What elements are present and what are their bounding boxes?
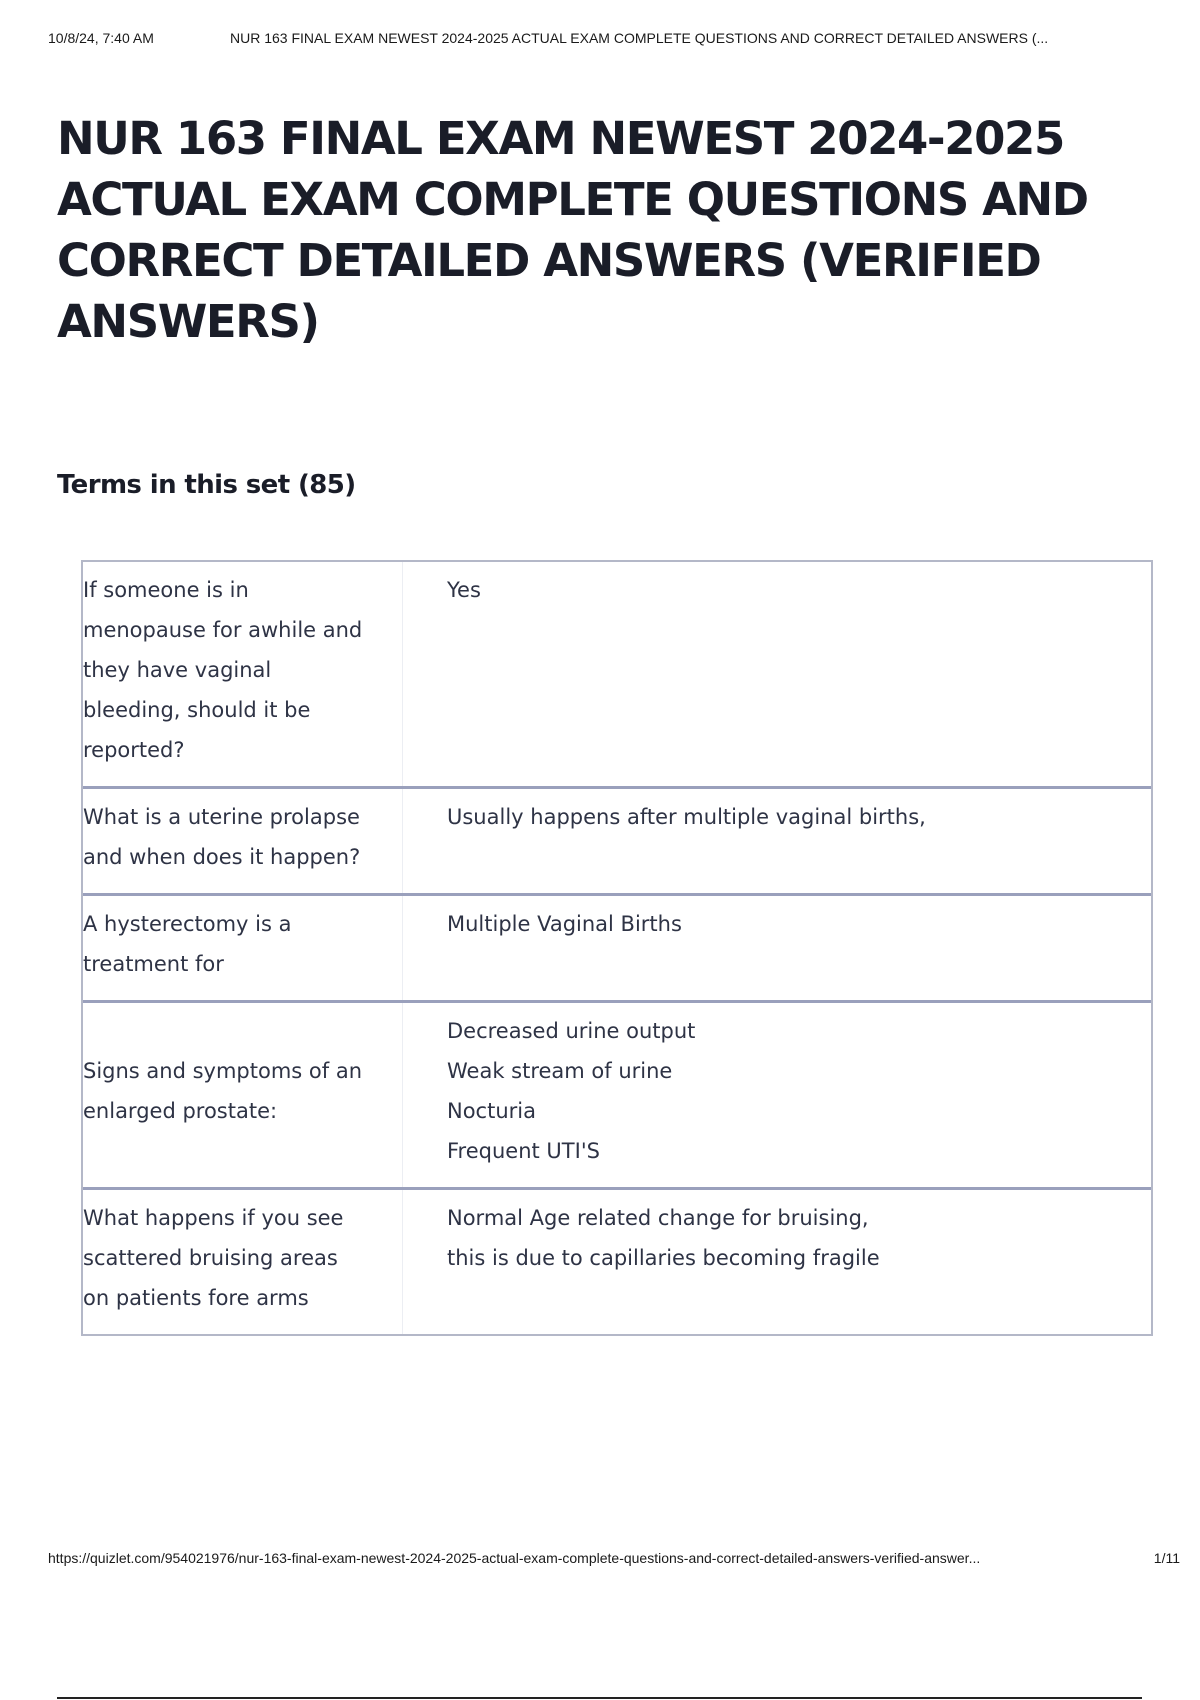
print-footer (48, 1550, 1180, 1570)
print-doc-title: NUR 163 FINAL EXAM NEWEST 2024-2025 ACTUAL EXAM COMPLETE QUESTIONS AND CORRECT DETAILED ANSWERS (... (230, 30, 1049, 46)
divider (57, 1697, 1142, 1699)
term-question: A hysterectomy is a treatment for (83, 896, 403, 1000)
term-question: If someone is in menopause for awhile and they have vaginal bleeding, should it be reported? (83, 562, 403, 786)
source-url[interactable]: https://quizlet.com/954021976/nur-163-final-exam-newest-2024-2025-actual-exam-complete-questions-and-correct-detailed-answers-verified-answer... (48, 1550, 981, 1566)
term-answer: Multiple Vaginal Births (447, 912, 682, 936)
term-answer: Decreased urine output Weak stream of urine Nocturia Frequent UTI'S (447, 1019, 696, 1163)
term-row (83, 1003, 1151, 1190)
term-row (83, 896, 1151, 1003)
page-title: NUR 163 FINAL EXAM NEWEST 2024-2025 ACTUAL EXAM COMPLETE QUESTIONS AND CORRECT DETAILED ANSWERS (VERIFIED ANSWERS) (57, 112, 1088, 348)
terms-count-heading: Terms in this set (85) (57, 470, 356, 500)
term-question: What is a uterine prolapse and when does it happen? (83, 789, 403, 893)
term-answer: Yes (447, 578, 481, 602)
print-header (48, 30, 1160, 50)
terms-table (81, 560, 1153, 1336)
print-date: 10/8/24, 7:40 AM (48, 30, 154, 46)
term-question: Signs and symptoms of an enlarged prostate: (83, 1003, 403, 1187)
term-row (83, 1190, 1151, 1334)
term-row (83, 562, 1151, 789)
term-answer: Usually happens after multiple vaginal births, (447, 805, 926, 829)
term-question: What happens if you see scattered bruising areas on patients fore arms (83, 1190, 403, 1334)
term-row (83, 789, 1151, 896)
page-number: 1/11 (1153, 1550, 1180, 1566)
term-answer: Normal Age related change for bruising, this is due to capillaries becoming fragile (447, 1206, 880, 1270)
